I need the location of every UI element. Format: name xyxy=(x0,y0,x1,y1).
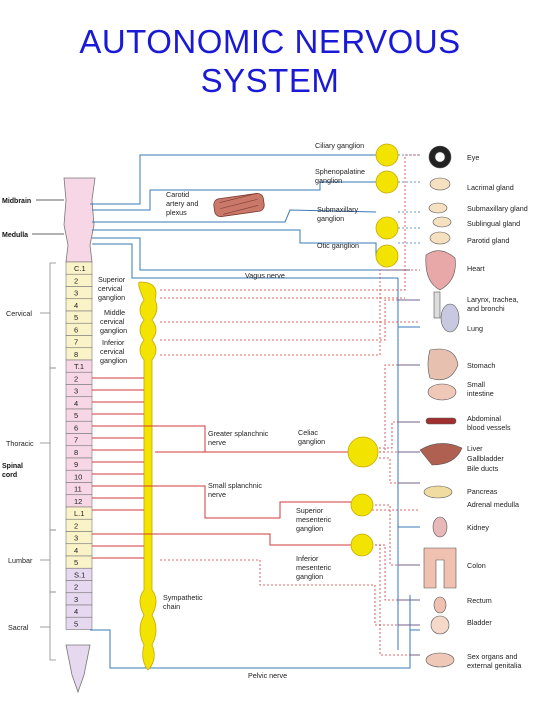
cranial-ganglia xyxy=(376,144,398,267)
spinal-segment-label: 9 xyxy=(74,460,79,469)
carotid-artery-icon xyxy=(213,193,265,218)
celiac-ganglion xyxy=(348,437,378,467)
organ-pancreas: Pancreas xyxy=(467,487,498,496)
spinal-segment-label: 6 xyxy=(74,423,79,433)
label-spinal: Spinal xyxy=(2,463,24,470)
spinal-segment-label: 5 xyxy=(74,411,79,420)
spinal-segment xyxy=(66,372,92,384)
label-submax-1: Submaxillary xyxy=(317,205,359,214)
label-supcerv-1: Superior xyxy=(98,275,126,284)
label-supmes-2: mesenteric xyxy=(296,515,332,524)
spinal-segment xyxy=(66,336,92,348)
kidney-icon xyxy=(433,517,447,537)
label-celiac-2: ganglion xyxy=(298,437,326,446)
spinal-segment xyxy=(66,348,92,360)
spinal-segment-label: 4 xyxy=(74,607,79,616)
label-greater-2: nerve xyxy=(208,438,226,447)
organ-larynx-1: Larynx, trachea, xyxy=(467,295,519,304)
spinal-segment-label: 5 xyxy=(74,558,79,567)
organ-abdominal-1: Abdominal xyxy=(467,414,501,423)
spinal-segment xyxy=(66,519,92,531)
organ-gallbladder: Gallbladder xyxy=(467,454,504,463)
organ-bladder: Bladder xyxy=(467,618,492,627)
spinal-segment-label: 7 xyxy=(74,337,79,347)
organ-small-1: Small xyxy=(467,380,485,389)
spinal-segment-label: 4 xyxy=(74,545,79,555)
lacrimal-gland-icon xyxy=(430,178,450,190)
spinal-segment-label: 5 xyxy=(74,619,79,629)
spinal-segment-label: 8 xyxy=(74,349,79,359)
spinal-segment-label: 3 xyxy=(74,386,79,396)
spinal-segment xyxy=(66,385,92,397)
label-supcerv-2: cervical xyxy=(98,284,123,293)
parasympathetic-pathways xyxy=(90,155,420,668)
pancreas-icon xyxy=(424,486,452,498)
label-infmes-3: ganglion xyxy=(296,572,324,581)
organ-kidney: Kidney xyxy=(467,523,489,532)
spinal-segment-label: S.1 xyxy=(74,570,86,580)
organ-heart: Heart xyxy=(467,264,485,273)
label-midbrain: Midbrain xyxy=(2,198,32,205)
organ-adrenal: Adrenal medulla xyxy=(467,500,519,509)
label-otic: Otic ganglion xyxy=(317,241,359,250)
spinal-segment-label: 4 xyxy=(74,300,79,310)
spinal-segment xyxy=(66,446,92,458)
heart-icon xyxy=(426,251,456,290)
spinal-segment xyxy=(66,421,92,433)
label-midcerv-2: cervical xyxy=(100,317,125,326)
organ-parotid: Parotid gland xyxy=(467,236,510,245)
label-ciliary: Ciliary ganglion xyxy=(315,141,365,150)
spinal-segment-label: T.1 xyxy=(74,362,85,371)
submaxillary-ganglion xyxy=(376,217,398,239)
label-supmes-1: Superior xyxy=(296,506,324,515)
colon-icon xyxy=(424,548,456,588)
label-carotid-1: Carotid xyxy=(166,190,190,199)
label-midcerv-3: ganglion xyxy=(100,326,128,335)
label-supcerv-3: ganglion xyxy=(98,293,126,302)
label-infmes-1: Inferior xyxy=(296,554,319,563)
stomach-icon xyxy=(428,349,458,380)
spinal-segment-label: 2 xyxy=(74,276,79,286)
label-greater-1: Greater splanchnic xyxy=(208,429,269,438)
organ-abdominal-2: blood vessels xyxy=(467,423,511,432)
label-chain-1: Sympathetic xyxy=(163,593,203,602)
spinal-segment xyxy=(66,458,92,470)
organ-sex-1: Sex organs and xyxy=(467,652,518,661)
spinal-segment-label: 3 xyxy=(74,533,79,543)
spinal-segment xyxy=(66,605,92,617)
spinal-segment-label: 4 xyxy=(74,398,79,408)
label-lumbar: Lumbar xyxy=(8,556,33,565)
label-infcerv-3: ganglion xyxy=(100,356,128,365)
bladder-icon xyxy=(431,616,449,634)
ciliary-ganglion xyxy=(376,144,398,166)
inferior-mesenteric-ganglion xyxy=(351,534,373,556)
label-submax-2: ganglion xyxy=(317,214,345,223)
lung-icon xyxy=(441,304,459,332)
spinal-segment xyxy=(66,287,92,299)
organ-icons xyxy=(420,146,462,667)
spinal-segment xyxy=(66,397,92,409)
spinal-segment-label: 3 xyxy=(74,288,79,298)
spinal-segment-label: 6 xyxy=(74,325,79,335)
label-cervical: Cervical xyxy=(6,309,32,318)
spinal-segment xyxy=(66,323,92,335)
spinal-segment xyxy=(66,593,92,605)
label-chain-2: chain xyxy=(163,602,181,611)
label-spheno-2: ganglion xyxy=(315,176,343,185)
organ-submaxillary: Submaxillary gland xyxy=(467,204,528,213)
sphenopalatine-ganglion xyxy=(376,171,398,193)
organ-larynx-2: and bronchi xyxy=(467,304,505,313)
spinal-segment-label: 2 xyxy=(74,374,79,384)
spinal-segment xyxy=(66,274,92,286)
spinal-segment-label: 2 xyxy=(74,521,79,531)
spinal-segment-label: 5 xyxy=(74,313,79,322)
otic-ganglion xyxy=(376,245,398,267)
sex-organs-icon xyxy=(426,653,454,667)
label-small-2: nerve xyxy=(208,490,226,499)
rectum-icon xyxy=(434,597,446,613)
liver-icon xyxy=(420,443,462,465)
label-midcerv-1: Middle xyxy=(104,308,126,317)
spinal-segment xyxy=(66,556,92,568)
brainstem xyxy=(64,178,95,262)
spinal-segment-label: 11 xyxy=(74,484,82,494)
label-infmes-2: mesenteric xyxy=(296,563,332,572)
title-line-1: AUTONOMIC NERVOUS xyxy=(79,23,461,60)
label-carotid-2: artery and xyxy=(166,199,199,208)
spinal-segment-label: C.1 xyxy=(74,264,86,273)
spinal-segment xyxy=(66,434,92,446)
label-medulla: Medulla xyxy=(2,232,29,239)
small-intestine-icon xyxy=(428,384,456,400)
spinal-segment-label: 7 xyxy=(74,435,79,445)
label-supmes-3: ganglion xyxy=(296,524,324,533)
spinal-segment xyxy=(66,311,92,323)
organ-stomach: Stomach xyxy=(467,361,496,370)
spinal-segment-label: 12 xyxy=(74,496,83,506)
spinal-segment xyxy=(66,617,92,629)
label-thoracic: Thoracic xyxy=(6,439,34,448)
label-infcerv-2: cervical xyxy=(100,347,125,356)
organ-small-2: intestine xyxy=(467,389,494,398)
label-carotid-3: plexus xyxy=(166,208,187,217)
label-infcerv-1: Inferior xyxy=(102,338,125,347)
spinal-segment-label: 2 xyxy=(74,582,79,592)
spinal-segment xyxy=(66,532,92,544)
region-brackets xyxy=(40,263,56,660)
label-sacral: Sacral xyxy=(8,623,29,632)
superior-mesenteric-ganglion xyxy=(351,494,373,516)
trachea-icon xyxy=(434,292,440,318)
spinal-segment-label: 10 xyxy=(74,472,83,482)
label-cord: cord xyxy=(2,472,18,479)
organ-colon: Colon xyxy=(467,561,486,570)
organ-liver: Liver xyxy=(467,444,483,453)
organ-lacrimal: Lacrimal gland xyxy=(467,183,514,192)
spinal-segment xyxy=(66,299,92,311)
spinal-segment xyxy=(66,409,92,421)
spinal-segment-label: 3 xyxy=(74,594,79,604)
label-pelvic: Pelvic nerve xyxy=(248,671,288,680)
organ-sublingual: Sublingual gland xyxy=(467,219,521,228)
spinal-segment xyxy=(66,544,92,556)
cord-tail xyxy=(66,645,90,692)
organ-sex-2: external genitalia xyxy=(467,661,522,670)
submaxillary-gland-icon xyxy=(429,203,447,213)
blood-vessels-icon xyxy=(426,418,456,424)
label-small-1: Small splanchnic xyxy=(208,481,262,490)
spinal-segment-label: L.1 xyxy=(74,509,85,518)
title-line-2: SYSTEM xyxy=(200,62,340,99)
organ-eye: Eye xyxy=(467,153,480,162)
organ-bile: Bile ducts xyxy=(467,464,499,473)
parotid-gland-icon xyxy=(430,232,450,244)
organ-rectum: Rectum xyxy=(467,596,492,605)
label-spheno-1: Sphenopalatine xyxy=(315,167,365,176)
label-celiac-1: Celiac xyxy=(298,428,318,437)
organ-lung: Lung xyxy=(467,324,483,333)
sympathetic-chain xyxy=(139,282,157,670)
organ-labels xyxy=(467,153,528,670)
sublingual-gland-icon xyxy=(433,217,451,227)
spinal-segment-label: 8 xyxy=(74,447,79,457)
label-vagus: Vagus nerve xyxy=(245,271,285,280)
spinal-segment xyxy=(66,581,92,593)
